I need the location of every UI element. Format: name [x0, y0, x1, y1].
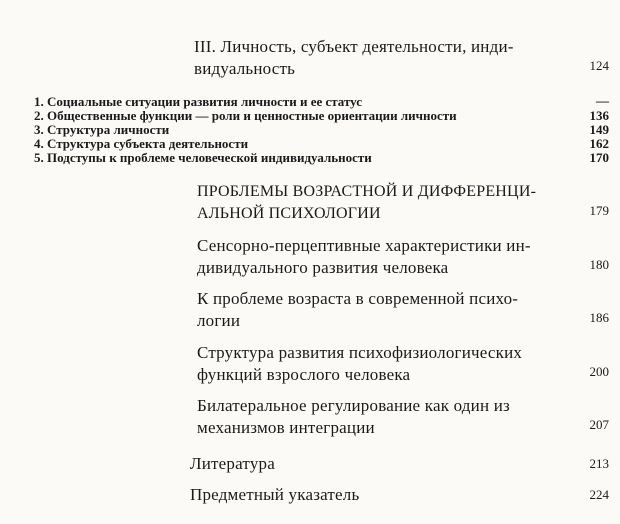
toc-subitem-page: 149 — [589, 122, 609, 137]
toc-subitem-text: 2. Общественные функции — роли и ценностные ориентации личности — [34, 108, 457, 123]
toc-entry-page: 180 — [589, 257, 609, 272]
toc-entry-line1: Билатеральное регулирование как один из — [197, 396, 510, 415]
toc-entry-1 — [197, 181, 536, 225]
toc-subitem-2 — [34, 109, 457, 123]
toc-entry-5 — [197, 395, 510, 439]
toc-index-page: 224 — [589, 487, 609, 502]
toc-subitem-text: 4. Структура субъекта деятельности — [34, 136, 249, 151]
toc-entry-2 — [197, 235, 531, 279]
toc-section-3-page: 124 — [589, 58, 609, 73]
toc-subitem-1 — [34, 95, 362, 109]
toc-subitem-page: 162 — [589, 136, 609, 151]
toc-subitem-text: 3. Структура личности — [34, 122, 170, 137]
toc-subitem-text: 1. Социальные ситуации развития личности и ее статус — [34, 94, 363, 109]
toc-entry-line1: Структура развития психофизиологических — [197, 343, 523, 362]
toc-subitem-5 — [34, 151, 372, 165]
toc-subitem-text: 5. Подступы к проблеме человеческой индивидуальности — [34, 150, 372, 165]
toc-subitem-page: 136 — [589, 108, 609, 123]
toc-entry-4 — [197, 342, 522, 386]
toc-subitem-4 — [34, 137, 248, 151]
toc-entry-line1: ПРОБЛЕМЫ ВОЗРАСТНОЙ И ДИФФЕРЕНЦИ- — [197, 183, 537, 200]
toc-entry-line2: АЛЬНОЙ ПСИХОЛОГИИ — [197, 205, 381, 222]
toc-subitem-3 — [34, 123, 169, 137]
toc-entry-page: 186 — [589, 310, 609, 325]
toc-entry-page: 200 — [589, 364, 609, 379]
toc-entry-line2: логии — [197, 311, 241, 330]
toc-entry-line2: дивидуального развития человека — [197, 258, 449, 277]
toc-section-3-line2: видуальность — [194, 59, 296, 78]
toc-section-3 — [194, 36, 514, 80]
toc-section-3-line1: III. Личность, субъект деятельности, инди- — [194, 37, 514, 56]
toc-entry-page: 179 — [589, 203, 609, 218]
toc-subitem-page: — — [596, 93, 609, 108]
toc-literature: Литература — [190, 454, 275, 473]
toc-entry-3 — [197, 288, 518, 332]
toc-index: Предметный указатель — [190, 485, 360, 504]
toc-entry-line1: К проблеме возраста в современной психо- — [197, 289, 519, 308]
toc-subitem-page: 170 — [589, 150, 609, 165]
toc-literature-page: 213 — [589, 456, 609, 471]
toc-entry-line2: механизмов интеграции — [197, 418, 375, 437]
toc-entry-line2: функций взрослого человека — [197, 365, 411, 384]
toc-entry-line1: Сенсорно-перцептивные характеристики ин- — [197, 236, 531, 255]
toc-entry-page: 207 — [589, 417, 609, 432]
